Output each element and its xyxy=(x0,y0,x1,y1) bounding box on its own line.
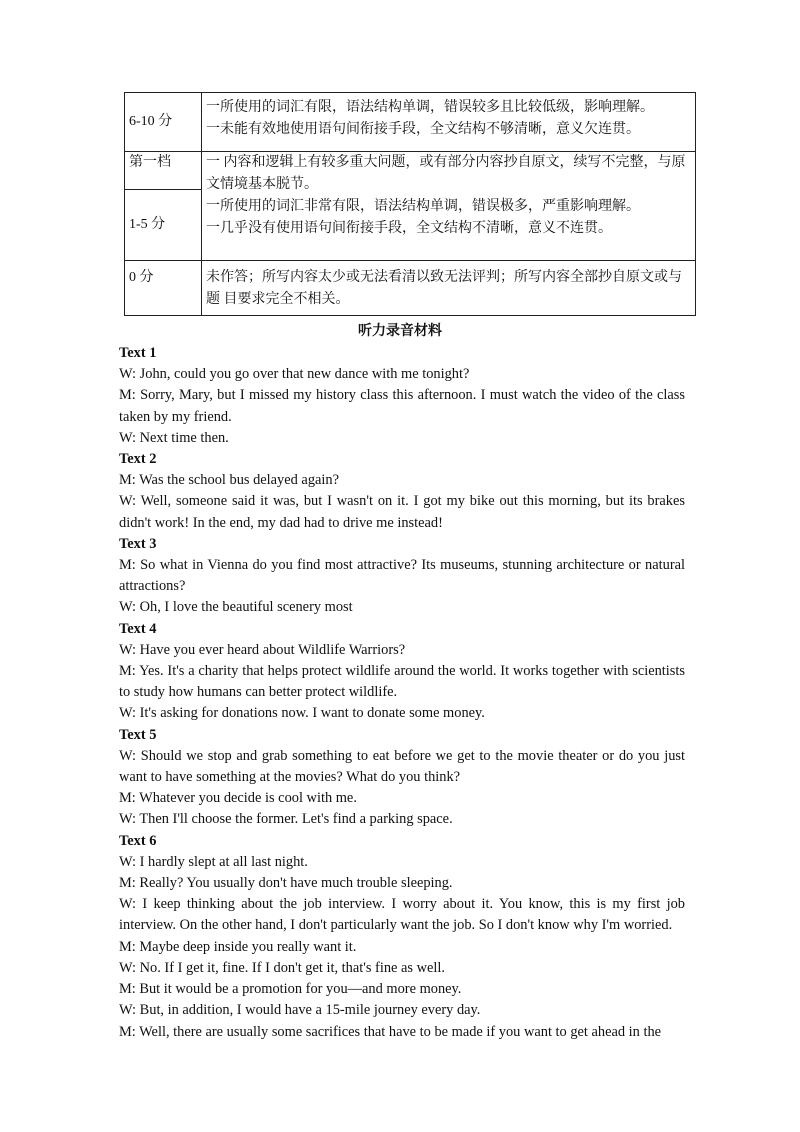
rubric-criterion: 一所使用的词汇有限，语法结构单调，错误较多且比较低级，影响理解。 xyxy=(206,100,654,115)
transcript-line: W: John, could you go over that new dance with me tonight? xyxy=(119,366,470,383)
rubric-description-cell xyxy=(202,152,696,261)
transcript-line: W: Then I'll choose the former. Let's find a parking space. xyxy=(119,811,453,828)
rubric-criterion: 一未能有效地使用语句间衔接手段，全文结构不够清晰，意义欠连贯。 xyxy=(206,122,640,137)
rubric-score-cell: 1-5 分 xyxy=(125,190,202,261)
transcript-body xyxy=(119,343,685,1043)
rubric-score-cell: 6-10 分 xyxy=(125,93,202,152)
transcript-heading: Text 1 xyxy=(119,345,157,361)
transcript-line: W: I hardly slept at all last night. xyxy=(119,853,308,870)
transcript-title: 听力录音材料 xyxy=(358,323,442,339)
transcript-line: M: Whatever you decide is cool with me. xyxy=(119,790,357,807)
transcript-heading: Text 4 xyxy=(119,620,157,637)
rubric-row xyxy=(125,152,696,190)
transcript-heading: Text 5 xyxy=(119,726,157,743)
transcript-line: M: Well, there are usually some sacrifices that have to be made if you want to get ahead in the xyxy=(119,1023,662,1040)
transcript-line: W: Next time then. xyxy=(119,429,229,446)
rubric-criterion: 一所使用的词汇非常有限，语法结构单调，错误极多，严重影响理解。 xyxy=(206,199,640,214)
transcript-heading: Text 3 xyxy=(119,535,157,552)
transcript-heading: Text 6 xyxy=(119,832,157,849)
rubric-score-cell: 0 分 xyxy=(125,261,202,316)
transcript-line: M: Sorry, Mary, but I missed my history class this afternoon. I must watch the video of the class taken by my friend. xyxy=(119,387,685,425)
transcript-line: W: Well, someone said it was, but I wasn't on it. I got my bike out this morning, but its brakes didn't work! In the end, my dad had to drive me instead! xyxy=(119,493,685,531)
transcript-line: W: I keep thinking about the job interview. I worry about it. You know, this is my first job interview. On the other hand, I don't particularly want the job. So I don't know why I'm worried. xyxy=(119,896,685,934)
rubric-criterion: 一 内容和逻辑上有较多重大问题，或有部分内容抄自原文，续写不完整，与原文情境基本脱节。 xyxy=(206,155,686,192)
rubric-row xyxy=(125,261,696,316)
transcript-line: M: Yes. It's a charity that helps protect wildlife around the world. It works together with scientists to study how humans can better protect wildlife. xyxy=(119,663,685,701)
transcript-line: W: But, in addition, I would have a 15-mile journey every day. xyxy=(119,1002,481,1019)
rubric-score-cell: 第一档 xyxy=(125,152,202,190)
transcript-line: W: It's asking for donations now. I want to donate some money. xyxy=(119,705,485,722)
transcript-line: M: Really? You usually don't have much trouble sleeping. xyxy=(119,875,453,892)
transcript-line: W: Should we stop and grab something to eat before we get to the movie theater or do you just want to have something at the movies? What do you think? xyxy=(119,747,685,786)
rubric-description-cell xyxy=(202,261,696,316)
transcript-line: M: So what in Vienna do you find most attractive? Its museums, stunning architecture or natural attractions? xyxy=(119,557,685,595)
rubric-row xyxy=(125,93,696,152)
rubric-criterion: 未作答；所写内容太少或无法看清以致无法评判；所写内容全部抄自原文或与题 目要求完全不相关。 xyxy=(206,270,682,307)
rubric-criterion: 一几乎没有使用语句间衔接手段，全文结构不清晰，意义不连贯。 xyxy=(206,221,612,236)
scoring-rubric-table xyxy=(124,92,696,316)
transcript-line: M: Maybe deep inside you really want it. xyxy=(119,938,357,955)
transcript-heading: Text 2 xyxy=(119,451,157,468)
rubric-description-cell xyxy=(202,93,696,152)
transcript-line: W: Oh, I love the beautiful scenery most xyxy=(119,599,353,616)
transcript-line: M: Was the school bus delayed again? xyxy=(119,472,339,489)
transcript-line: W: No. If I get it, fine. If I don't get it, that's fine as well. xyxy=(119,959,445,976)
transcript-line: W: Have you ever heard about Wildlife Warriors? xyxy=(119,641,406,658)
transcript-line: M: But it would be a promotion for you—and more money. xyxy=(119,981,462,998)
